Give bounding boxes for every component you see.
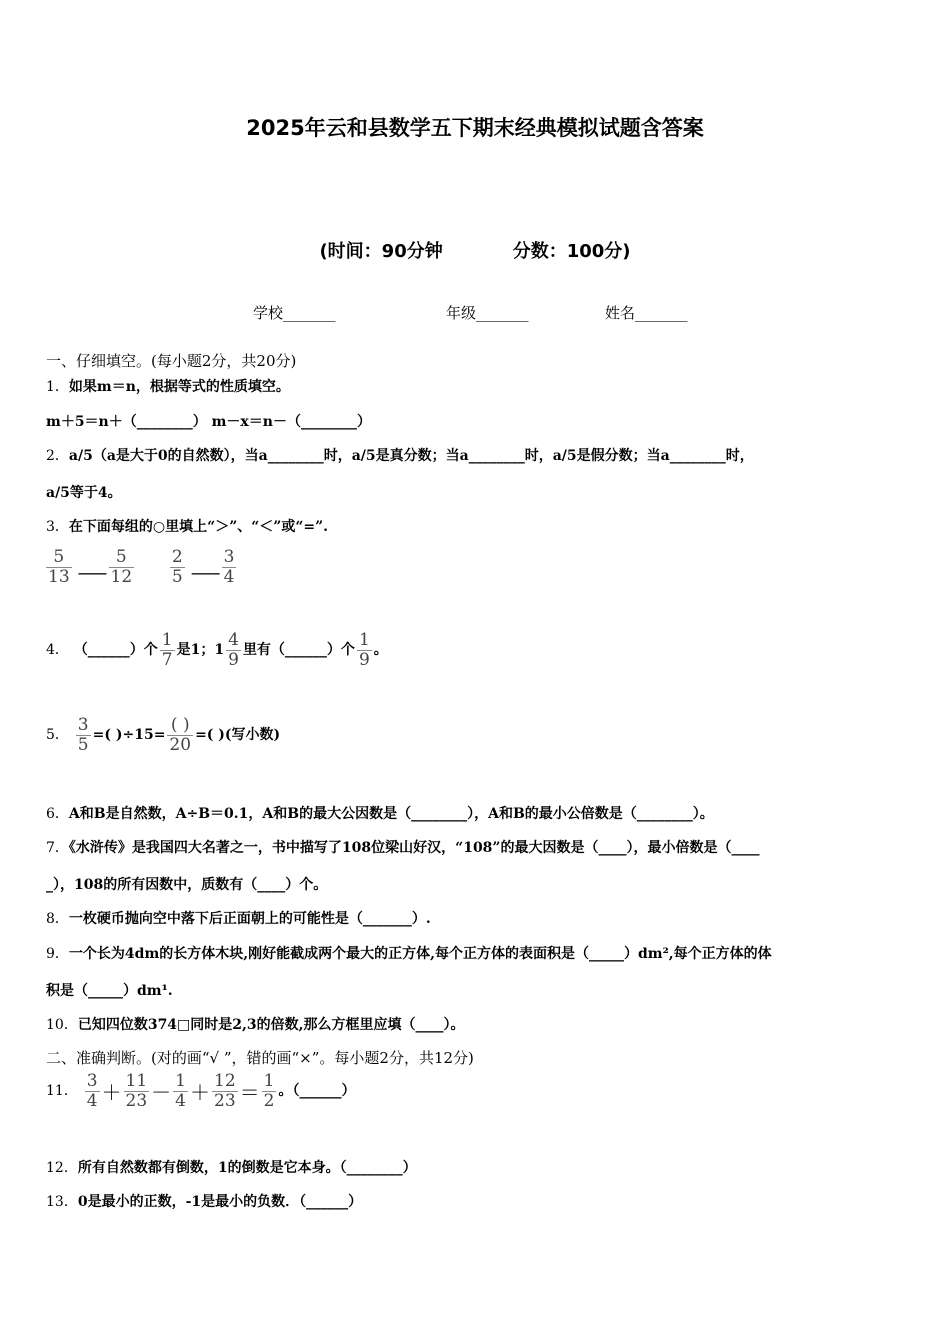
q2-text: a/5（a是大于0的自然数），当a________时，a/5是真分数；当a________时，a/5是假分数；当a________时， (68, 448, 754, 464)
q5-part-2: =( )(写小数) (195, 727, 281, 744)
q5-part-1: =( )÷15= (92, 727, 166, 744)
question-9 (46, 943, 772, 963)
q11-number: 11． (46, 1083, 78, 1100)
plus-sign: ＋ (190, 1080, 210, 1105)
q11-fraction-2: $\frac{11}{23}$ (125, 1071, 148, 1111)
question-1 (46, 376, 290, 396)
q13-text: 0是最小的正数，-1是最小的负数．（______） (77, 1194, 363, 1210)
q6-text: A和B是自然数，A÷B＝0.1，A和B的最大公因数是（________），A和B的最小公倍数是（________）。 (68, 806, 714, 822)
equals-sign: ＝ (239, 1080, 260, 1105)
q3-fraction-1: $\frac{5}{13}$ (48, 547, 70, 587)
q10-text: 已知四位数374□同时是2,3的倍数,那么方框里应填（____）。 (77, 1017, 465, 1033)
question-6 (46, 803, 714, 823)
section-2-heading: 二、准确判断。(对的画“√ ”，错的画“×”。每小题2分，共12分) (46, 1049, 474, 1067)
q3-fraction-2: $\frac{5}{12}$ (110, 547, 133, 587)
name-field[interactable]: 姓名_______ (605, 304, 688, 322)
minus-sign: － (151, 1080, 172, 1105)
q12-number: 12． (46, 1160, 78, 1176)
q2-number: 2． (46, 448, 69, 464)
q4-number: 4． (46, 642, 69, 659)
question-7 (46, 837, 759, 857)
question-4 (46, 631, 388, 669)
grade-field[interactable]: 年级_______ (446, 304, 529, 322)
q4-part-4: 。 (373, 642, 388, 659)
q3-fraction-3: $\frac{2}{5}$ (171, 547, 183, 587)
q4-fraction-1: $\frac{1}{7}$ (161, 630, 173, 670)
exam-score: 分数：100分) (512, 241, 631, 262)
q11-answer[interactable]: 。（______） (278, 1083, 356, 1100)
q4-part-2: 是1；1 (176, 642, 225, 659)
exam-time: (时间：90分钟 (319, 241, 443, 262)
q11-fraction-4: $\frac{12}{23}$ (214, 1071, 236, 1111)
q1-text: 如果m＝n，根据等式的性质填空。 (68, 379, 290, 395)
q7-line2: _），108的所有因数中，质数有（____）个。 (46, 877, 328, 893)
q3-comparisons (44, 548, 238, 586)
question-3 (46, 516, 328, 536)
q4-fraction-3: $\frac{1}{9}$ (358, 630, 370, 670)
q11-fraction-1: $\frac{3}{4}$ (86, 1071, 98, 1111)
q1-line2: m＋5＝n＋（________） m－x＝n－（________） (46, 414, 371, 430)
q7-number: 7． (46, 840, 69, 856)
q4-part-3: 里有（______）个 (242, 642, 355, 659)
question-8 (46, 908, 431, 928)
q12-text: 所有自然数都有倒数，1的倒数是它本身。（________） (77, 1160, 417, 1176)
q7-text: 《水浒传》是我国四大名著之一，书中描写了108位梁山好汉，“108”的最大因数是（____），最小倍数是（____ (68, 840, 760, 856)
q9-line2: 积是（_____）dm¹. (46, 983, 173, 999)
q4-fraction-2: $\frac{4}{9}$ (228, 630, 239, 670)
q5-number: 5． (46, 727, 69, 744)
q1-number: 1． (46, 379, 69, 395)
q2-line2: a/5等于4。 (46, 485, 122, 501)
q5-fraction-2: $\frac{( )}{20}$ (169, 715, 192, 755)
q10-number: 10． (46, 1017, 78, 1033)
school-field[interactable]: 学校_______ (253, 304, 336, 322)
page-title: 2025年云和县数学五下期末经典模拟试题含答案 (246, 116, 704, 140)
q3-number: 3． (46, 519, 69, 535)
q13-number: 13． (46, 1194, 78, 1210)
q11-fraction-5: $\frac{1}{2}$ (263, 1071, 275, 1111)
q3-blank-2[interactable]: ____ (191, 559, 220, 576)
question-11 (46, 1072, 355, 1110)
question-12 (46, 1157, 417, 1177)
q3-text: 在下面每组的○里填上“＞”、“＜”或“=”. (68, 519, 329, 535)
q9-text: 一个长为4dm的长方体木块,刚好能截成两个最大的正方体,每个正方体的表面积是（_____）dm²,每个正方体的体 (68, 946, 772, 962)
q5-fraction-1: $\frac{3}{5}$ (77, 715, 89, 755)
q4-part-1: （______）个 (73, 642, 158, 659)
question-5 (46, 716, 280, 754)
q6-number: 6． (46, 806, 69, 822)
q11-fraction-3: $\frac{1}{4}$ (175, 1071, 186, 1111)
q9-number: 9． (46, 946, 69, 962)
q3-blank-1[interactable]: ____ (78, 559, 107, 576)
question-10 (46, 1014, 465, 1034)
q8-number: 8． (46, 911, 69, 927)
plus-sign: ＋ (101, 1080, 122, 1105)
question-13 (46, 1191, 362, 1211)
q8-text: 一枚硬币抛向空中落下后正面朝上的可能性是（_______）. (68, 911, 431, 927)
exam-meta (0, 237, 950, 263)
section-1-heading: 一、仔细填空。(每小题2分，共20分) (46, 352, 297, 370)
question-2 (46, 445, 754, 465)
q3-fraction-4: $\frac{3}{4}$ (223, 547, 235, 587)
